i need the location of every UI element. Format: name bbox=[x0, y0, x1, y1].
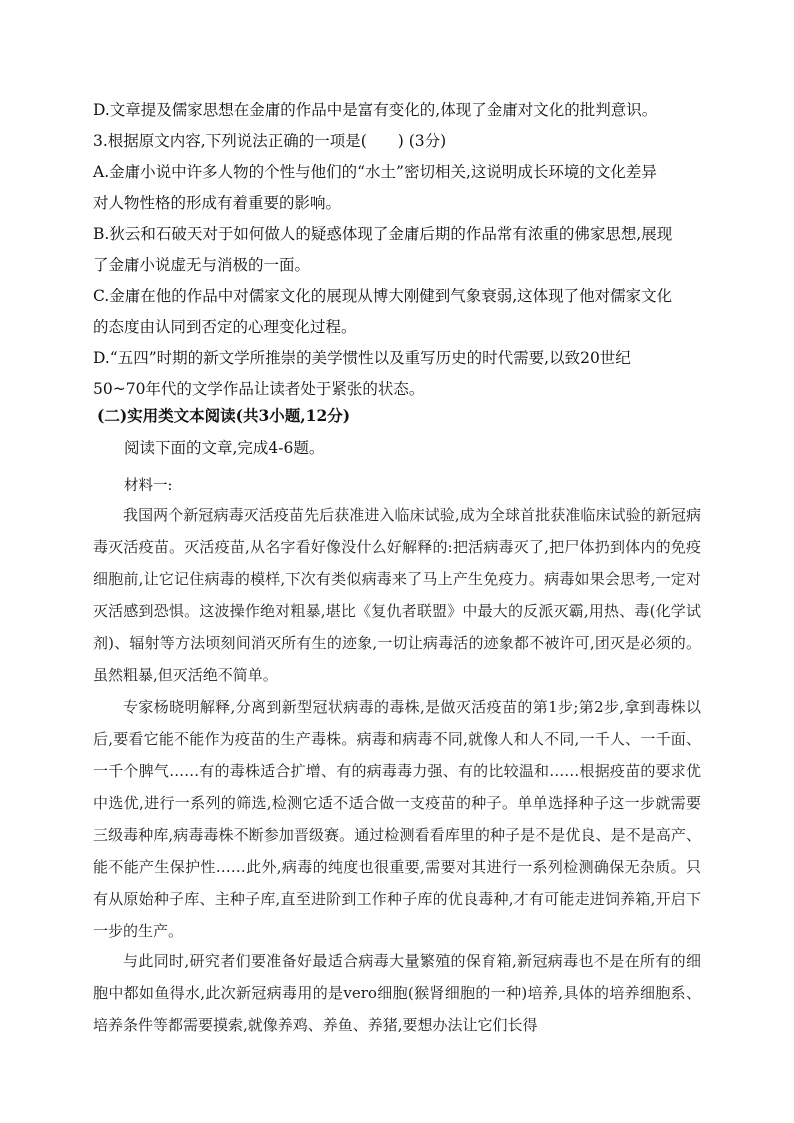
paragraph-1: 我国两个新冠病毒灭活疫苗先后获准进入临床试验,成为全球首批获准临床试验的新冠病毒灭活疫苗。灭活疫苗,从名字看好像没什么好解释的:把活病毒灭了,把尸体扔到体内的免疫细胞前,让它记住病毒的模样,下次有类似病毒来了马上产生免疫力。病毒如果会思考,一定对灭活感到恐惧。这波操作绝对粗暴,堪比《复仇者联盟》中最大的反派灭霸,用热、毒(化学试剂)、辐射等方法顷刻间消灭所有生的迹象,一切让病毒活的迹象都不被许可,团灭是必须的。虽然粗暴,但灭活绝不简单。 bbox=[93, 506, 701, 684]
instruction: 阅读下面的文章,完成4-6题。 bbox=[124, 439, 325, 457]
paragraph-3: 与此同时,研究者们要准备好最适合病毒大量繁殖的保育箱,新冠病毒也不是在所有的细胞中都如鱼得水,此次新冠病毒用的是vero细胞(猴肾细胞的一种)培养,具体的培养细胞系、培养条件等都需要摸索,就像养鸡、养鱼、养猪,要想办法让它们长得 bbox=[93, 952, 701, 1034]
option-b-line1: B.狄云和石破天对于如何做人的疑惑体现了金庸后期的作品常有浓重的佛家思想,展现 bbox=[93, 225, 673, 243]
section-heading: (二)实用类文本阅读(共3小题,12分) bbox=[97, 406, 351, 425]
material-label: 材料一: bbox=[124, 478, 173, 494]
option-a-line1: A.金庸小说中许多人物的个性与他们的“水土”密切相关,这说明成长环境的文化差异 bbox=[93, 163, 657, 181]
option-d-line1: D.“五四”时期的新文学所推崇的美学惯性以及重写历史的时代需要,以致20世纪 bbox=[93, 349, 631, 367]
option-d-line2: 50~70年代的文学作品让读者处于紧张的状态。 bbox=[93, 380, 425, 398]
option-c-line2: 的态度由认同到否定的心理变化过程。 bbox=[93, 318, 357, 336]
paragraph-2: 专家杨晓明解释,分离到新型冠状病毒的毒株,是做灭活疫苗的第1步;第2步,拿到毒株以后,要看它能不能作为疫苗的生产毒株。病毒和病毒不同,就像人和人不同,一千人、一千面、一千个脾气……有的毒株适合扩增、有的病毒毒力强、有的比较温和……根据疫苗的要求优中选优,进行一系列的筛选,检测它适不适合做一支疫苗的种子。单单选择种子这一步就需要三级毒种库,病毒毒株不断参加晋级赛。通过检测看看库里的种子是不是优良、是不是高产、能不能产生保护性……此外,病毒的纯度也很重要,需要对其进行一系列检测确保无杂质。只有从原始种子库、主种子库,直至进阶到工作种子库的优良毒种,才有可能走进饲养箱,开启下一步的生产。 bbox=[93, 698, 701, 940]
option-b-line2: 了金庸小说虚无与消极的一面。 bbox=[93, 256, 311, 274]
option-d-previous: D.文章提及儒家思想在金庸的作品中是富有变化的,体现了金庸对文化的批判意识。 bbox=[93, 101, 658, 119]
option-c-line1: C.金庸在他的作品中对儒家文化的展现从博大刚健到气象衰弱,这体现了他对儒家文化 bbox=[93, 287, 673, 305]
question-3: 3.根据原文内容,下列说法正确的一项是( ) (3分) bbox=[93, 132, 447, 150]
option-a-line2: 对人物性格的形成有着重要的影响。 bbox=[93, 194, 342, 212]
